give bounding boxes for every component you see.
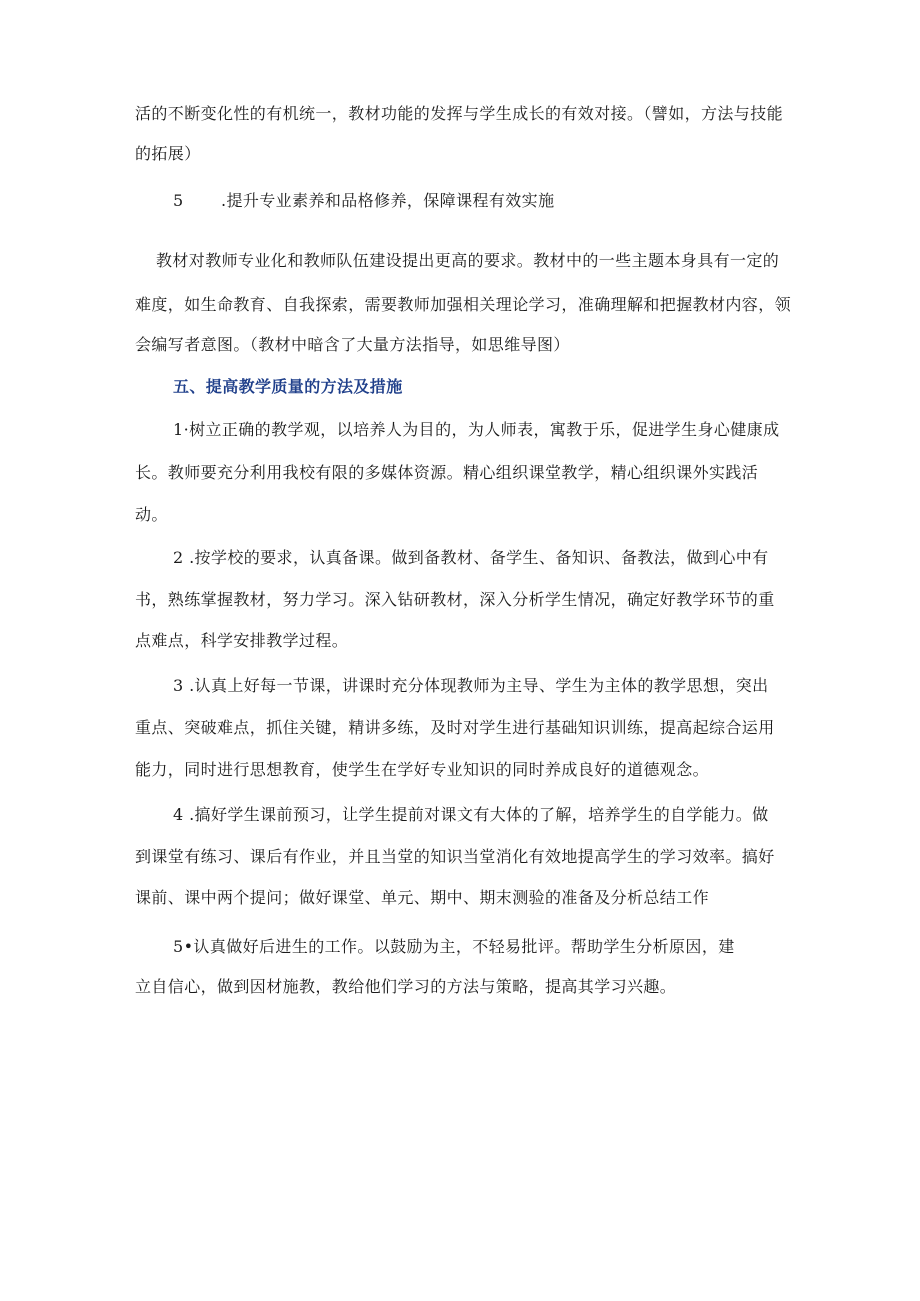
text-line: 难度，如生命教育、自我探索，需要教师加强相关理论学习，准确理解和把握教材内容，领 [135,295,792,314]
text-line: 1·树立正确的教学观，以培养人为目的，为人师表，寓教于乐，促进学生身心健康成 [173,420,780,439]
text-line: 3 .认真上好每一节课，讲课时充分体现教师为主导、学生为主体的教学思想，突出 [173,676,769,695]
text-line: 活的不断变化性的有机统一，教材功能的发挥与学生成长的有效对接。（譬如，方法与技能 [135,104,784,123]
text-line: 会编写者意图。（教材中暗含了大量方法指导，如思维导图） [135,335,570,354]
text-line: 书，熟练掌握教材，努力学习。深入钻研教材，深入分析学生情况，确定好教学环节的重 [135,590,775,609]
text-line: 到课堂有练习、课后有作业，并且当堂的知识当堂消化有效地提高学生的学习效率。搞好 [135,847,775,866]
text-line: 立自信心，做到因材施教，教给他们学习的方法与策略，提高其学习兴趣。 [135,977,677,996]
section-heading: 五、提高教学质量的方法及措施 [173,377,403,396]
text-line: 2 .按学校的要求，认真备课。做到备教材、备学生、备知识、备教法，做到心中有 [173,548,769,567]
item-title: .提升专业素养和品格修养，保障课程有效实施 [221,191,555,210]
text-line: 长。教师要充分利用我校有限的多媒体资源。精心组织课堂教学，精心组织课外实践活 [135,463,759,482]
text-line: 4 .搞好学生课前预习，让学生提前对课文有大体的了解，培养学生的自学能力。做 [173,805,769,824]
text-line: 课前、课中两个提问；做好课堂、单元、期中、期末测验的准备及分析总结工作 [135,888,710,907]
text-line: 重点、突破难点，抓住关键，精讲多练，及时对学生进行基础知识训练，提高起综合运用 [135,718,775,737]
text-line: 动。 [135,505,168,524]
item-number: 5 [173,191,184,210]
text-line: 能力，同时进行思想教育，使学生在学好专业知识的同时养成良好的道德观念。 [135,760,710,779]
text-line: 教材对教师专业化和教师队伍建设提出更高的要求。教材中的一些主题本身具有一定的 [156,251,780,270]
text-line: 点难点，科学安排教学过程。 [135,631,349,650]
text-line: 的拓展） [135,144,201,163]
text-line: 5•认真做好后进生的工作。以鼓励为主，不轻易批评。帮助学生分析原因，建 [173,937,735,956]
